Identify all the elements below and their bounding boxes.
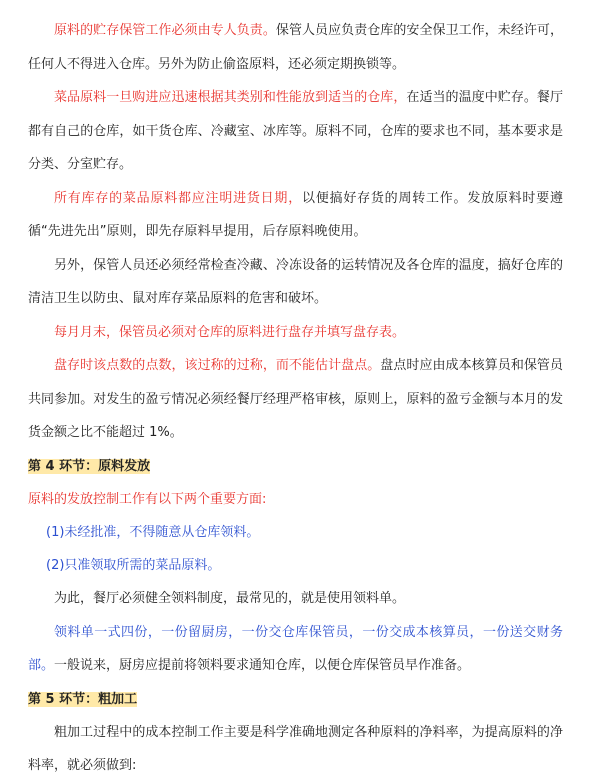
body-text: 保管人员应负责仓库的安全保卫工作，未经许可，任何人不得进入仓库。另外为防止偷盗原料，还必须定期换锁等。 bbox=[28, 23, 563, 72]
highlight-text: 领料单一式四份，一份留厨房，一份交仓库保管员，一份交成本核算员，一份送交财务部。 bbox=[28, 624, 563, 673]
issuing-intro: 原料的发放控制工作有以下两个重要方面: bbox=[28, 491, 267, 507]
section-heading-4 bbox=[28, 450, 563, 483]
section-heading-5 bbox=[28, 683, 563, 716]
paragraph-storage-classification bbox=[28, 81, 563, 182]
paragraph-stocktake bbox=[28, 349, 563, 450]
highlight-text: 原料的贮存保管工作必须由专人负责。 bbox=[54, 23, 276, 38]
highlight-text: 菜品原料一旦购进应迅速根据其类别和性能放到适当的仓库， bbox=[54, 90, 407, 105]
body-text: 以便搞好存货的周转工作。发放原料时要遵循“先进先出”原则，即先存原料早提用，后存原料晚使用。 bbox=[28, 190, 563, 239]
heading-title: 原料发放 bbox=[98, 458, 151, 474]
paragraph-requisition-system: 为此，餐厅必须健全领料制度，最常见的，就是使用领料单。 bbox=[54, 591, 406, 606]
heading-prefix: 第 5 环节： bbox=[28, 691, 99, 707]
paragraph-month-end-inventory: 每月月末，保管员必须对仓库的原料进行盘存并填写盘存表。 bbox=[54, 324, 406, 340]
body-text: 在适当的温度中贮存。餐厅都有自己的仓库，如干货仓库、冷藏室、冰库等。原料不同，仓库的要求也不同，基本要求是分类、分室贮存。 bbox=[28, 90, 563, 172]
heading-title: 粗加工 bbox=[98, 691, 138, 707]
paragraph-equipment-check: 另外，保管人员还必须经常检查冷藏、冷冻设备的运转情况及各仓库的温度，搞好仓库的清洁卫生以防虫、鼠对库存菜品原料的危害和破坏。 bbox=[28, 257, 563, 306]
highlight-text: 盘存时该点数的点数，该过称的过称，而不能估计盘点。 bbox=[54, 358, 381, 373]
list-item: (2)只准领取所需的菜品原料。 bbox=[46, 558, 221, 573]
paragraph-storage-responsibility bbox=[28, 14, 563, 81]
list-item: (1)未经批准，不得随意从仓库领料。 bbox=[46, 525, 260, 540]
paragraph-fifo bbox=[28, 182, 563, 249]
heading-prefix: 第 4 环节： bbox=[28, 458, 99, 474]
body-text: 一般说来，厨房应提前将领料要求通知仓库，以便仓库保管员早作准备。 bbox=[54, 658, 471, 673]
highlight-text: 所有库存的菜品原料都应注明进货日期， bbox=[54, 190, 302, 206]
body-text: 盘点时应由成本核算员和保管员共同参加。对发生的盈亏情况必须经餐厅经理严格审核，原则上，原料的盈亏金额与本月的发货金额之比不能超过 1%。 bbox=[28, 358, 563, 440]
paragraph-requisition-form bbox=[28, 616, 563, 683]
paragraph-preprocessing: 粗加工过程中的成本控制工作主要是科学准确地测定各种原料的净料率，为提高原料的净料率，就必须做到: bbox=[28, 724, 563, 773]
